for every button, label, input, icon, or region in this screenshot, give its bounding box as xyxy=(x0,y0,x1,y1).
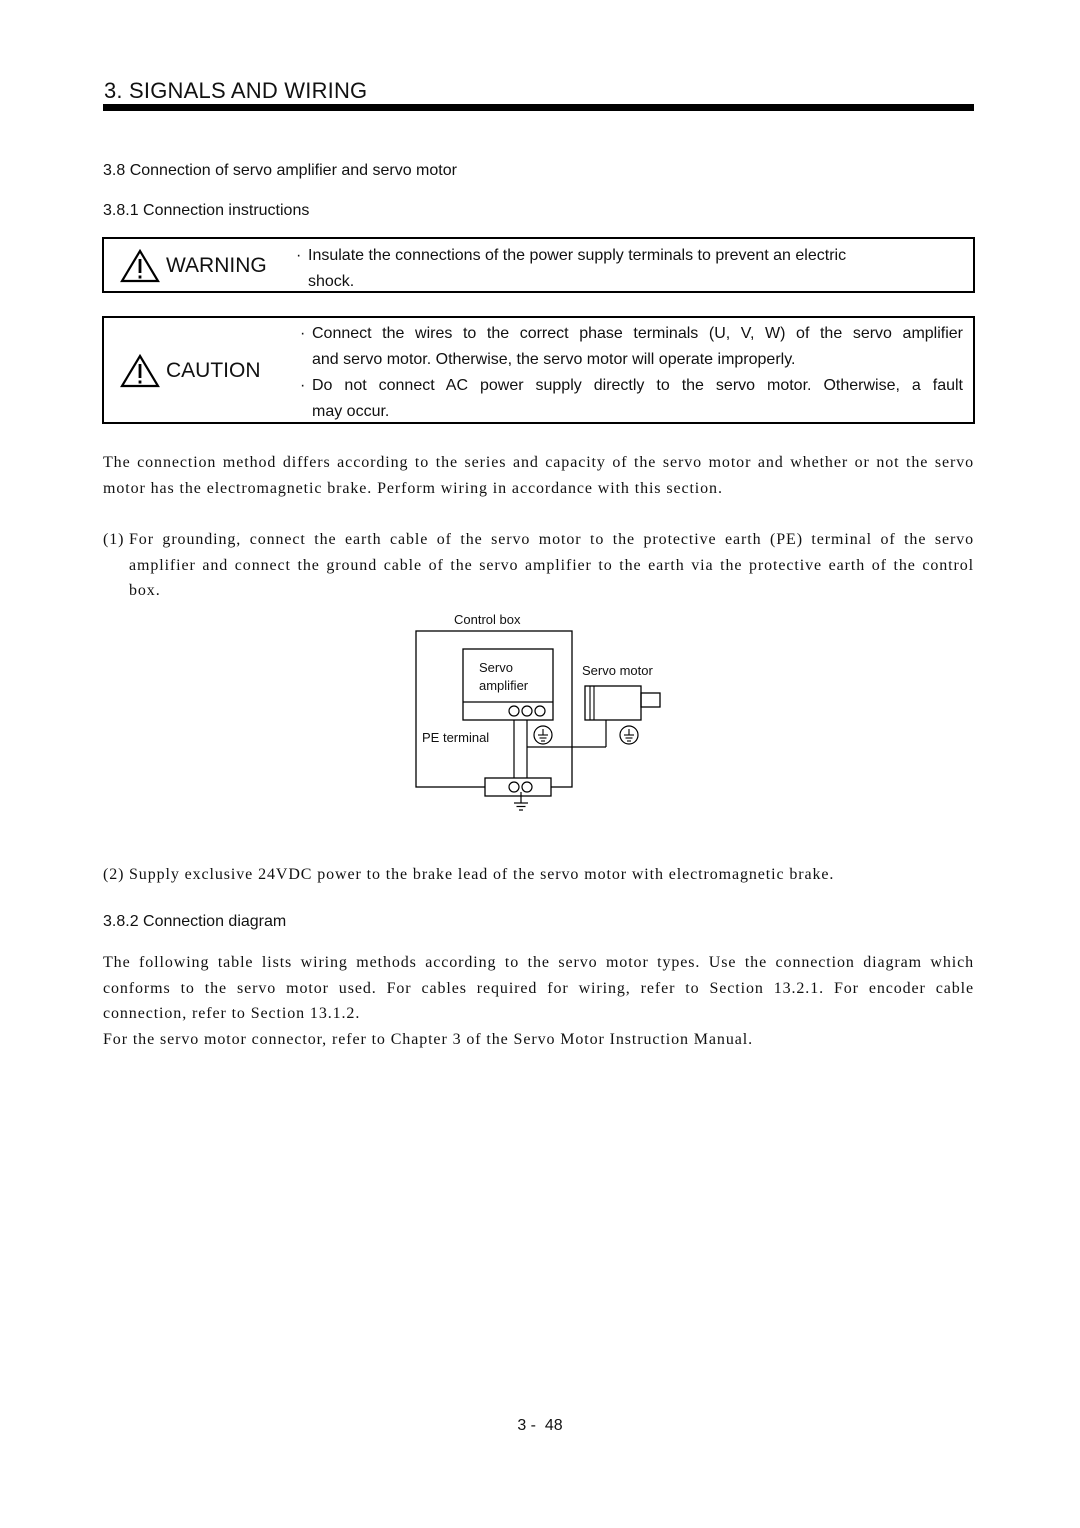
servo-motor-label: Servo motor xyxy=(582,663,653,678)
terminal-v xyxy=(522,706,532,716)
caution-item-1-line-2: and servo motor. Otherwise, the servo motor will operate improperly. xyxy=(312,351,796,368)
caution-text xyxy=(300,321,963,425)
section-title: 3.8 Connection of servo amplifier and servo motor xyxy=(103,162,457,179)
control-box-label: Control box xyxy=(454,612,521,627)
warning-triangle-icon xyxy=(120,249,160,283)
caution-item-1-line-1: Connect the wires to the correct phase terminals (U, V, W) of the servo amplifier xyxy=(312,325,963,342)
list-item-2 xyxy=(103,862,974,888)
warning-box xyxy=(102,237,975,293)
caution-bullet-2: · xyxy=(300,377,306,394)
connection-diagram-paragraph-1: The following table lists wiring methods according to the servo motor types. Use the connection diagram which conforms to the servo motor used. For cables required for wiring, refer to Section 13.2.1. For encoder cable connection, refer to Section 13.1.2. xyxy=(103,954,974,1022)
list-item-2-number: (2) xyxy=(103,866,125,883)
warning-line-2: shock. xyxy=(308,273,355,290)
caution-item-2-line-2: may occur. xyxy=(312,403,390,420)
connection-diagram-paragraph-2: For the servo motor connector, refer to Chapter 3 of the Servo Motor Instruction Manual. xyxy=(103,1031,753,1048)
caution-label-group xyxy=(120,354,261,388)
control-box xyxy=(416,631,572,787)
warning-bullet: · xyxy=(296,247,302,264)
list-item-1-number: (1) xyxy=(103,531,125,548)
warning-label-group xyxy=(120,249,267,283)
grounding-diagram xyxy=(400,605,690,820)
servo-motor-body xyxy=(585,686,641,720)
caution-item-2-line-1: Do not connect AC power supply directly to the servo motor. Otherwise, a fault xyxy=(312,377,963,394)
intro-paragraph: The connection method differs according to the series and capacity of the servo motor and whether or not the servo motor has the electromagnetic brake. Perform wiring in accordance with this section. xyxy=(103,454,974,497)
list-item-1 xyxy=(103,527,974,604)
caution-bullet-1: · xyxy=(300,325,306,342)
warning-label: WARNING xyxy=(166,254,267,277)
pe-terminal-label: PE terminal xyxy=(422,730,490,745)
page-number: 3 - 48 xyxy=(517,1417,563,1434)
caution-label: CAUTION xyxy=(166,359,261,382)
terminal-w xyxy=(535,706,545,716)
servo-motor-shaft xyxy=(641,693,660,707)
servo-amplifier-label-1: Servo xyxy=(479,660,513,675)
caution-box xyxy=(102,316,975,424)
warning-text xyxy=(296,243,962,295)
chapter-title: 3. SIGNALS AND WIRING xyxy=(104,78,368,103)
subsection-title-instructions: 3.8.1 Connection instructions xyxy=(103,202,310,219)
subsection-title-diagram: 3.8.2 Connection diagram xyxy=(103,913,287,930)
list-item-1-text: For grounding, connect the earth cable of the servo motor to the protective earth (PE) terminal of the servo amplifier and connect the ground cable of the servo amplifier to the earth via the protective earth of the control box. xyxy=(129,531,974,599)
chapter-rule xyxy=(103,104,974,111)
caution-triangle-icon xyxy=(120,354,160,388)
terminal-u xyxy=(509,706,519,716)
protective-earth-bar xyxy=(485,778,551,796)
list-item-2-text: Supply exclusive 24VDC power to the brake lead of the servo motor with electromagnetic brake. xyxy=(129,866,835,883)
warning-line-1: Insulate the connections of the power supply terminals to prevent an electric xyxy=(308,247,847,264)
servo-amplifier-label-2: amplifier xyxy=(479,678,529,693)
